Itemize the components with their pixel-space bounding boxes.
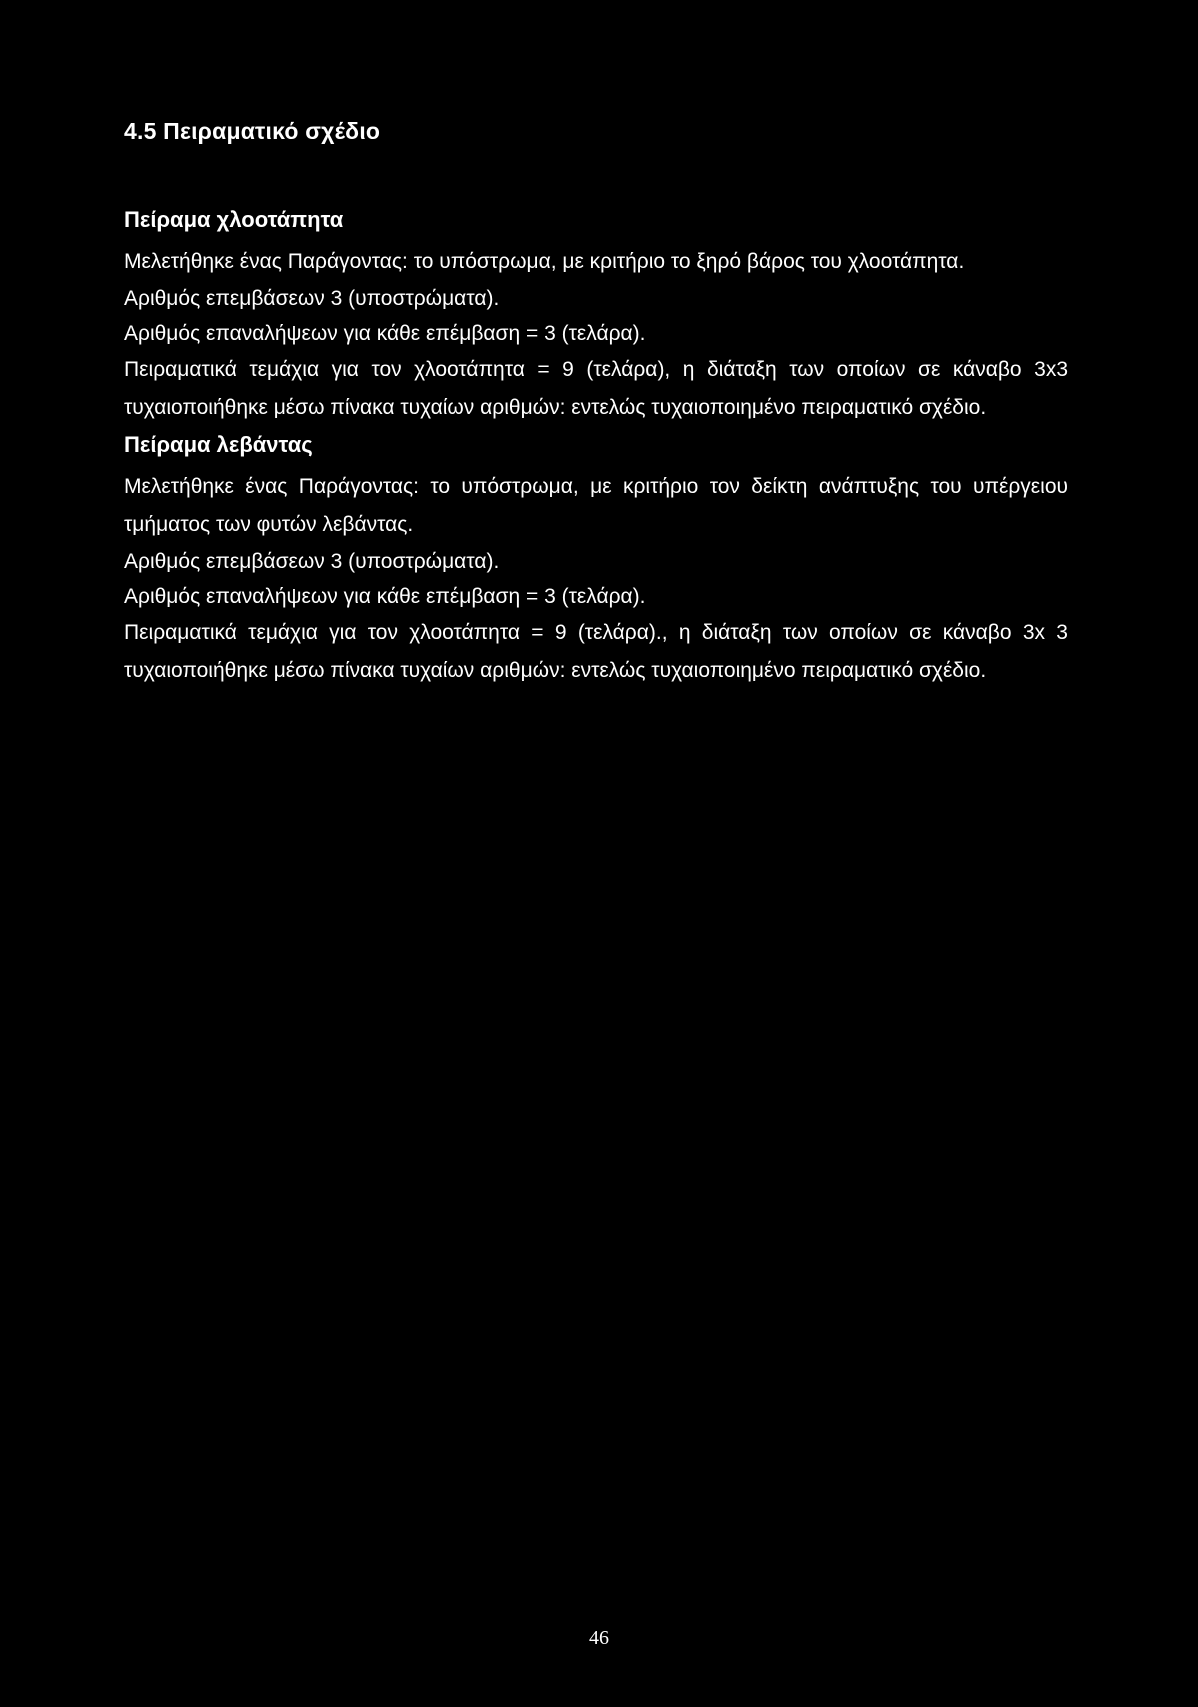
- experiment-turfgrass-factor: Μελετήθηκε ένας Παράγοντας: το υπόστρωμα, με κριτήριο το ξηρό βάρος του χλοοτάπητα.: [124, 249, 965, 273]
- experiment-lavender-treatments: Αριθμός επεμβάσεων 3 (υποστρώματα).: [124, 549, 500, 573]
- experiment-turfgrass-plots: Πειραματικά τεμάχια για τον χλοοτάπητα = 9 (τελάρα), η διάταξη των οποίων σε κάναβο 3x3 τυχαιοποιήθηκε μέσω πίνακα τυχαίων αριθμών: εντελώς τυχαιοποιημένο πειραματικό σχέδιο.: [124, 357, 1068, 419]
- experiment-lavender-heading: Πείραμα λεβάντας: [124, 431, 313, 457]
- experiment-turfgrass-treatments: Αριθμός επεμβάσεων 3 (υποστρώματα).: [124, 286, 500, 310]
- experiment-turfgrass-heading: Πείραμα χλοοτάπητα: [124, 206, 344, 232]
- experiment-turfgrass: [124, 202, 1068, 427]
- page-content: [124, 118, 1068, 690]
- experiment-turfgrass-replications: Αριθμός επαναλήψεων για κάθε επέμβαση = 3 (τελάρα).: [124, 321, 646, 345]
- page-number: 46: [589, 1627, 609, 1649]
- section-title: 4.5 Πειραματικό σχέδιο: [124, 118, 381, 144]
- experiment-lavender: [124, 427, 1068, 690]
- experiment-lavender-factor: Μελετήθηκε ένας Παράγοντας: το υπόστρωμα, με κριτήριο τον δείκτη ανάπτυξης του υπέργειου τμήματος των φυτών λεβάντας.: [124, 474, 1068, 536]
- experiment-lavender-plots: Πειραματικά τεμάχια για τον χλοοτάπητα = 9 (τελάρα)., η διάταξη των οποίων σε κάναβο 3x 3 τυχαιοποιήθηκε μέσω πίνακα τυχαίων αριθμών: εντελώς τυχαιοποιημένο πειραματικό σχέδιο.: [124, 620, 1068, 682]
- experiment-lavender-replications: Αριθμός επαναλήψεων για κάθε επέμβαση = 3 (τελάρα).: [124, 584, 646, 608]
